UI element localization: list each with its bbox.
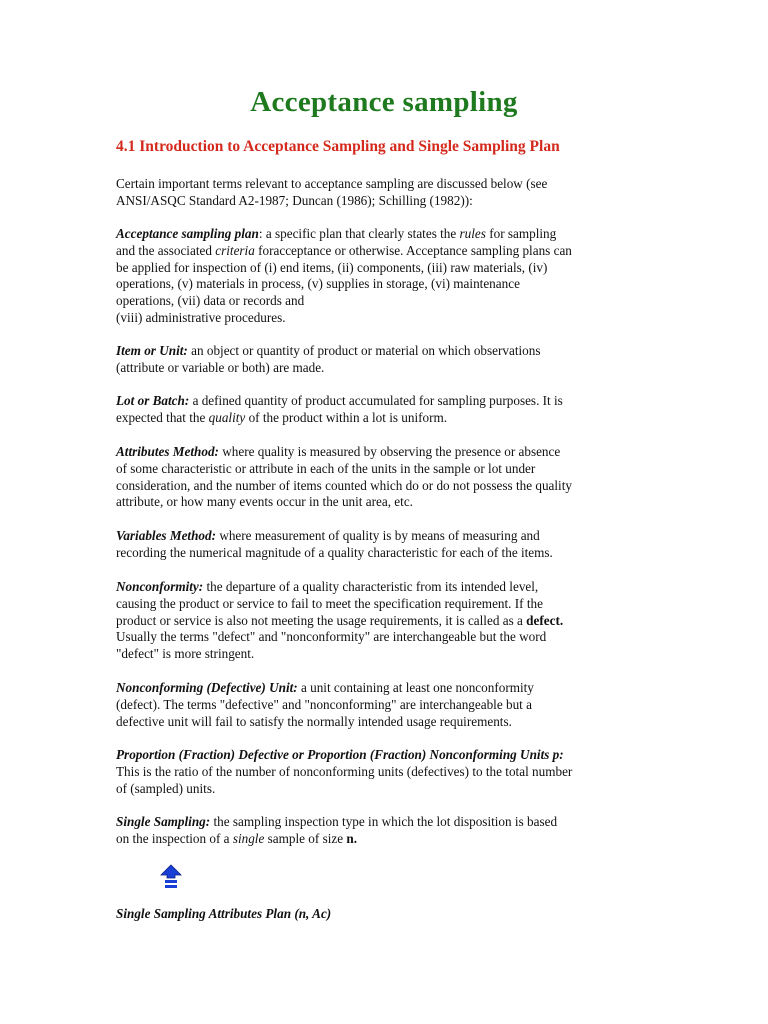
term-acceptance-plan: Acceptance sampling plan	[116, 226, 259, 241]
emphasis-single: single	[232, 830, 265, 846]
text: expected that the	[116, 409, 209, 425]
text: and the associated	[116, 242, 216, 258]
intro-paragraph	[116, 176, 661, 210]
text: operations, (v) materials in process, (v) supplies in storage, (vi) maintenance	[116, 276, 520, 292]
text: foracceptance or otherwise. Acceptance sampling plans can	[254, 242, 572, 258]
up-arrow-icon[interactable]	[160, 864, 182, 892]
intro-line-1: Certain important terms relevant to acceptance sampling are discussed below (see	[116, 176, 548, 191]
acceptance-plan-paragraph	[116, 226, 661, 327]
text: defective unit will fail to satisfy the normally intended usage requirements.	[116, 713, 512, 729]
text: This is the ratio of the number of nonconforming units (defectives) to the total number	[116, 763, 573, 779]
sample-size-n: n.	[346, 830, 358, 846]
emphasis-quality: quality	[208, 409, 246, 425]
term-attributes-method: Attributes Method:	[116, 444, 219, 459]
single-sampling-paragraph	[116, 814, 661, 848]
text: of the product within a lot is uniform.	[245, 409, 448, 425]
emphasis-criteria: criteria	[215, 242, 255, 258]
emphasis-rules: rules	[459, 226, 486, 241]
text: causing the product or service to fail to meet the specification requirement. If the	[116, 595, 543, 611]
text: the sampling inspection type in which the lot disposition is based	[210, 814, 558, 829]
text: on the inspection of a	[116, 830, 233, 846]
text: operations, (vii) data or records and	[116, 293, 305, 309]
text: an object or quantity of product or material on which observations	[187, 343, 541, 358]
text: be applied for inspection of (i) end items, (ii) components, (iii) raw materials, (iv)	[116, 259, 548, 275]
text: for sampling	[485, 226, 557, 241]
text: a unit containing at least one nonconformity	[297, 680, 534, 695]
text: consideration, and the number of items counted which do or do not possess the quality	[116, 477, 572, 493]
text: (attribute or variable or both) are made.	[116, 359, 325, 375]
term-proportion: Proportion (Fraction) Defective or Proportion (Fraction) Nonconforming Units p:	[116, 747, 564, 762]
attributes-method-paragraph	[116, 444, 661, 511]
text: the departure of a quality characteristic from its intended level,	[203, 579, 539, 594]
intro-line-2: ANSI/ASQC Standard A2-1987; Duncan (1986); Schilling (1982)):	[116, 192, 473, 208]
bottom-heading: Single Sampling Attributes Plan (n, Ac)	[116, 906, 332, 921]
item-unit-paragraph	[116, 343, 661, 377]
nonconforming-unit-paragraph	[116, 680, 661, 730]
term-item-unit: Item or Unit:	[116, 343, 188, 358]
variables-method-paragraph	[116, 528, 661, 562]
term-nonconforming-unit: Nonconforming (Defective) Unit:	[116, 680, 298, 695]
text: "defect" is more stringent.	[116, 646, 255, 662]
text: recording the numerical magnitude of a quality characteristic for each of the items.	[116, 544, 553, 560]
text: of (sampled) units.	[116, 780, 216, 796]
page-title: Acceptance sampling	[250, 86, 518, 118]
text: where quality is measured by observing the presence or absence	[218, 444, 561, 459]
text: attribute, or how many events occur in the unit area, etc.	[116, 494, 413, 510]
term-nonconformity: Nonconformity:	[116, 579, 204, 594]
text: where measurement of quality is by means of measuring and	[216, 528, 540, 543]
text: a defined quantity of product accumulated for sampling purposes. It is	[189, 393, 563, 408]
term-lot-batch: Lot or Batch:	[116, 393, 190, 408]
term-single-sampling: Single Sampling:	[116, 814, 211, 829]
text: : a specific plan that clearly states the	[258, 226, 460, 241]
proportion-paragraph	[116, 747, 661, 797]
text: Usually the terms "defect" and "nonconformity" are interchangeable but the word	[116, 629, 547, 645]
text: of some characteristic or attribute in each of the units in the sample or lot under	[116, 460, 536, 476]
text: (viii) administrative procedures.	[116, 309, 286, 325]
emphasis-defect: defect.	[526, 612, 564, 628]
text: product or service is also not meeting the usage requirements, it is called as a	[116, 612, 527, 628]
text: (defect). The terms "defective" and "nonconforming" are interchangeable but a	[116, 696, 532, 712]
term-variables-method: Variables Method:	[116, 528, 217, 543]
section-heading: 4.1 Introduction to Acceptance Sampling and Single Sampling Plan	[116, 138, 560, 155]
text: sample of size	[264, 830, 347, 846]
lot-batch-paragraph	[116, 393, 661, 427]
nonconformity-paragraph	[116, 579, 661, 663]
